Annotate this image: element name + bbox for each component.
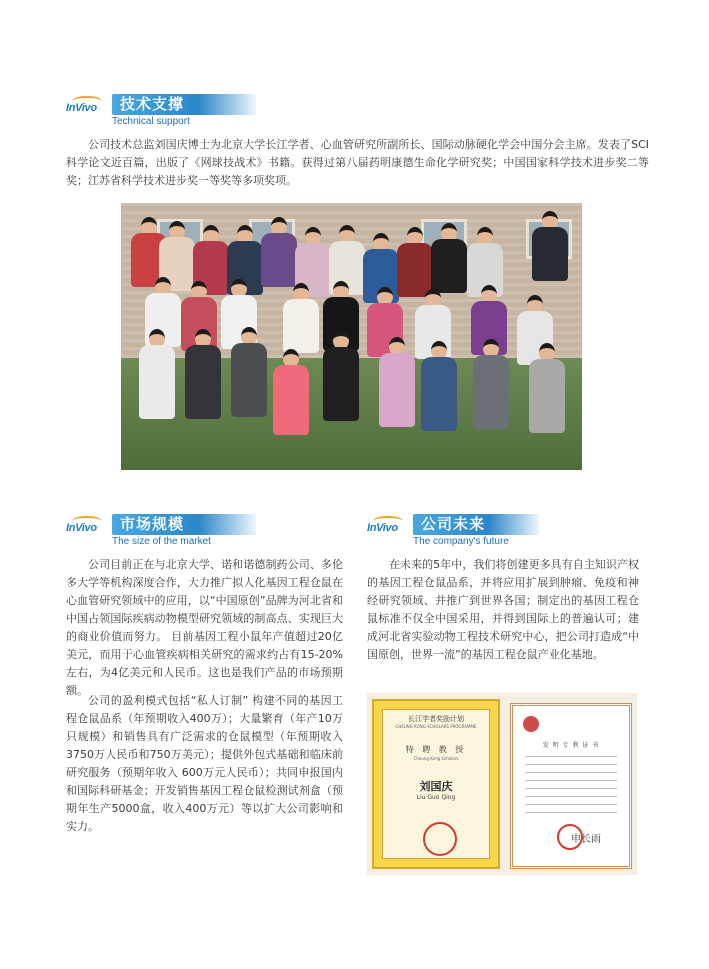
tech-paragraph: 公司技术总监刘国庆博士为北京大学长江学者、心血管研究所副所长、国际动脉硬化学会中国分会主席。发表了SCI科学论文近百篇，出版了《网球技战术》书籍。获得过第八届药明康德生命化学研究奖；中国国家科学技术进步奖二等奖；江苏省科学技术进步奖一等奖等多项奖项。 (66, 138, 649, 187)
certificate-name-pinyin: Liu Guo Qing (416, 794, 456, 801)
invivo-logo: InVivo (367, 520, 411, 540)
certificate-role: 特 聘 教 授 (405, 745, 467, 754)
section-title: 市场规模 (120, 515, 185, 533)
section-title-bar (413, 514, 539, 535)
market-paragraph-1: 公司目前正在与北京大学、诺和诺德制药公司、多伦多大学等机构深度合作，大力推广拟人化基因工程仓鼠在心血管研究领域中的应用，以“中国原创”品牌为河北省和中国占领国际疾病动物模型研究领域的制高点、实现巨大的商业价值而努力。 目前基因工程小鼠年产值超过20亿美元，而用于心血管疾病相关研究的需求约占有15-20%左右，为4亿美元和人民币。这也是我们产品的市场预期额。 (66, 558, 343, 697)
section-subtitle: The size of the market (112, 536, 211, 547)
section-title: 技术支撑 (120, 95, 185, 113)
certificate-title-en: CHEUNG KONG SCHOLARS PROGRAMME (395, 724, 477, 729)
future-paragraph: 在未来的5年中，我们将创建更多具有自主知识产权的基因工程仓鼠品系，并将应用扩展到肿瘤、免疫和神经研究领域、并推广到世界各国；制定出的基因工程仓鼠标准不仅全中国采用，并得到国际上的普遍认可；建成河北省实验动物工程技术研究中心，把公司打造成“中国原创，世界一流”的基因工程仓鼠产业化基地。 (367, 558, 639, 661)
patent-emblem-icon (523, 716, 539, 732)
patent-certificate (510, 703, 632, 869)
section-subtitle: Technical support (112, 116, 190, 127)
section-subtitle: The company's future (413, 536, 509, 547)
section-title-bar (112, 94, 256, 115)
scholar-certificate (372, 699, 500, 869)
section-title: 公司未来 (421, 515, 486, 533)
certificate-role-en: Cheung Kong Scholars (413, 756, 459, 761)
certificates-image (367, 693, 637, 875)
section-header-tech (66, 94, 286, 128)
market-paragraph-2: 公司的盈利模式包括“私人订制” 构建不同的基因工程仓鼠品系（年预期收入400万）；大量繁育（年产10万只规模）和销售具有广泛需求的仓鼠模型（年预期收入3750万人民币和750万美元）；提供外包式基础和临床前研究服务（预期年收入 600万元人民币）；共同申报国内和国际科研基金；开发销售基因工程仓鼠检测试剂盒（预期年生产5000盒，收入400万元）等以扩大公司影响和实力。 (66, 694, 343, 833)
certificate-title: 长江学者奖励计划 (408, 715, 464, 723)
patent-signature: 申长雨 (571, 834, 601, 845)
section-title-bar (112, 514, 256, 535)
red-seal-icon (423, 822, 457, 856)
invivo-logo: InVivo (66, 100, 110, 120)
invivo-logo: InVivo (66, 520, 110, 540)
certificate-name: 刘国庆 (419, 780, 453, 793)
patent-title: 发 明 专 利 证 书 (542, 742, 600, 749)
team-group-photo (121, 203, 582, 470)
section-header-future (367, 514, 587, 548)
section-header-market (66, 514, 286, 548)
